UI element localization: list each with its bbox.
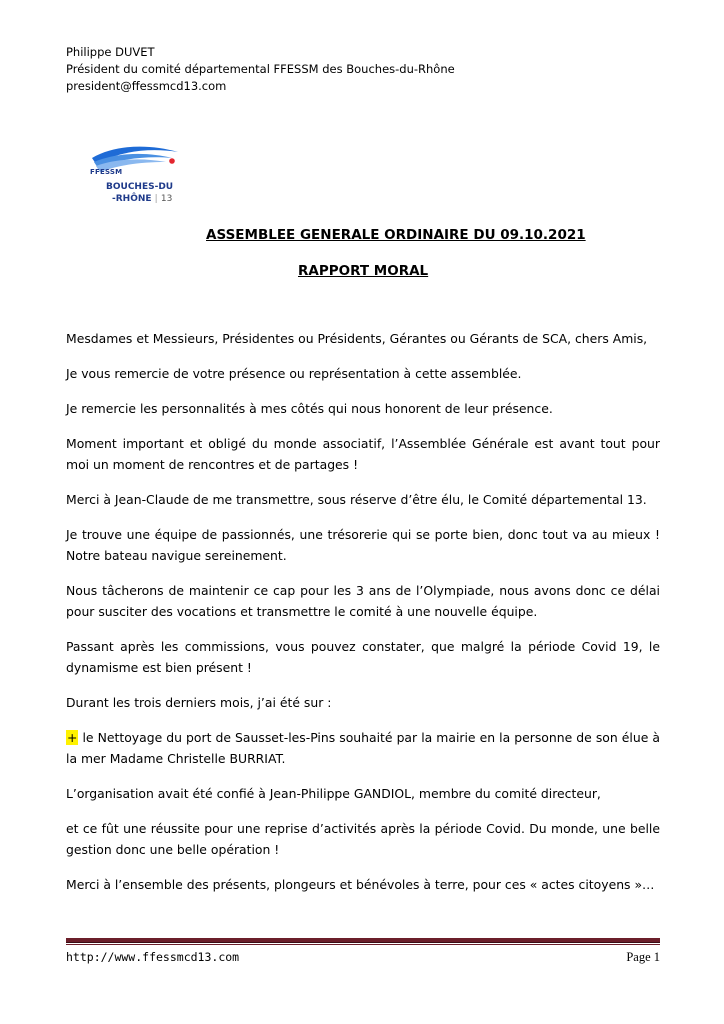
logo-brand: FFESSM (90, 168, 123, 176)
document-subtitle: RAPPORT MORAL (298, 263, 429, 279)
paragraph: Je vous remercie de votre présence ou représentation à cette assemblée. (66, 366, 522, 381)
wave-icon (88, 142, 188, 182)
logo-line1: BOUCHES-DU (106, 182, 174, 192)
sender-header (66, 44, 455, 95)
bullet-text: le Nettoyage du port de Sausset-les-Pins souhaité par la mairie en la personne de son élue à la mer Madame Christelle BURRIAT. (66, 730, 660, 766)
paragraph: L’organisation avait été confié à Jean-Philippe GANDIOL, membre du comité directeur, (66, 786, 601, 801)
paragraph: Nous tâcherons de maintenir ce cap pour les 3 ans de l’Olympiade, nous avons donc ce délai pour susciter des vocations et transmettre le comité à une nouvelle équipe. (66, 583, 660, 619)
bullet-marker: + (67, 730, 78, 745)
paragraph: Merci à Jean-Claude de me transmettre, sous réserve d’être élu, le Comité départemental 13. (66, 492, 647, 507)
sender-email: president@ffessmcd13.com (66, 79, 227, 93)
logo-line2-text: -RHÔNE (112, 194, 152, 204)
logo-line2: -RHÔNE | 13 (112, 194, 173, 204)
ffessm-logo (88, 142, 188, 210)
paragraph: Merci à l’ensemble des présents, plongeurs et bénévoles à terre, pour ces « actes citoyens »… (66, 877, 655, 892)
paragraph: Je trouve une équipe de passionnés, une trésorerie qui se porte bien, donc tout va au mieux ! Notre bateau navigue sereinement. (66, 527, 660, 563)
bullet-item (66, 727, 660, 769)
footer-divider (66, 938, 660, 943)
sender-name: Philippe DUVET (66, 45, 155, 59)
sender-role: Président du comité départemental FFESSM des Bouches-du-Rhône (66, 62, 455, 76)
document-title: ASSEMBLEE GENERALE ORDINAIRE DU 09.10.2021 (206, 227, 586, 243)
page-number: Page 1 (626, 950, 660, 964)
paragraph: Je remercie les personnalités à mes côtés qui nous honorent de leur présence. (66, 401, 553, 416)
footer-url: http://www.ffessmcd13.com (66, 950, 240, 964)
paragraph: Durant les trois derniers mois, j’ai été sur : (66, 695, 332, 710)
logo-number: 13 (160, 194, 173, 204)
red-dot-icon (169, 158, 175, 164)
footer-divider-thin (66, 944, 660, 945)
report-body (66, 328, 660, 909)
paragraph: et ce fût une réussite pour une reprise d’activités après la période Covid. Du monde, une belle gestion donc une belle opération ! (66, 821, 660, 857)
paragraph: Passant après les commissions, vous pouvez constater, que malgré la période Covid 19, le dynamisme est bien présent ! (66, 639, 660, 675)
paragraph: Moment important et obligé du monde associatif, l’Assemblée Générale est avant tout pour moi un moment de rencontres et de partages ! (66, 436, 660, 472)
paragraph: Mesdames et Messieurs, Présidentes ou Présidents, Gérantes ou Gérants de SCA, chers Amis, (66, 331, 648, 346)
